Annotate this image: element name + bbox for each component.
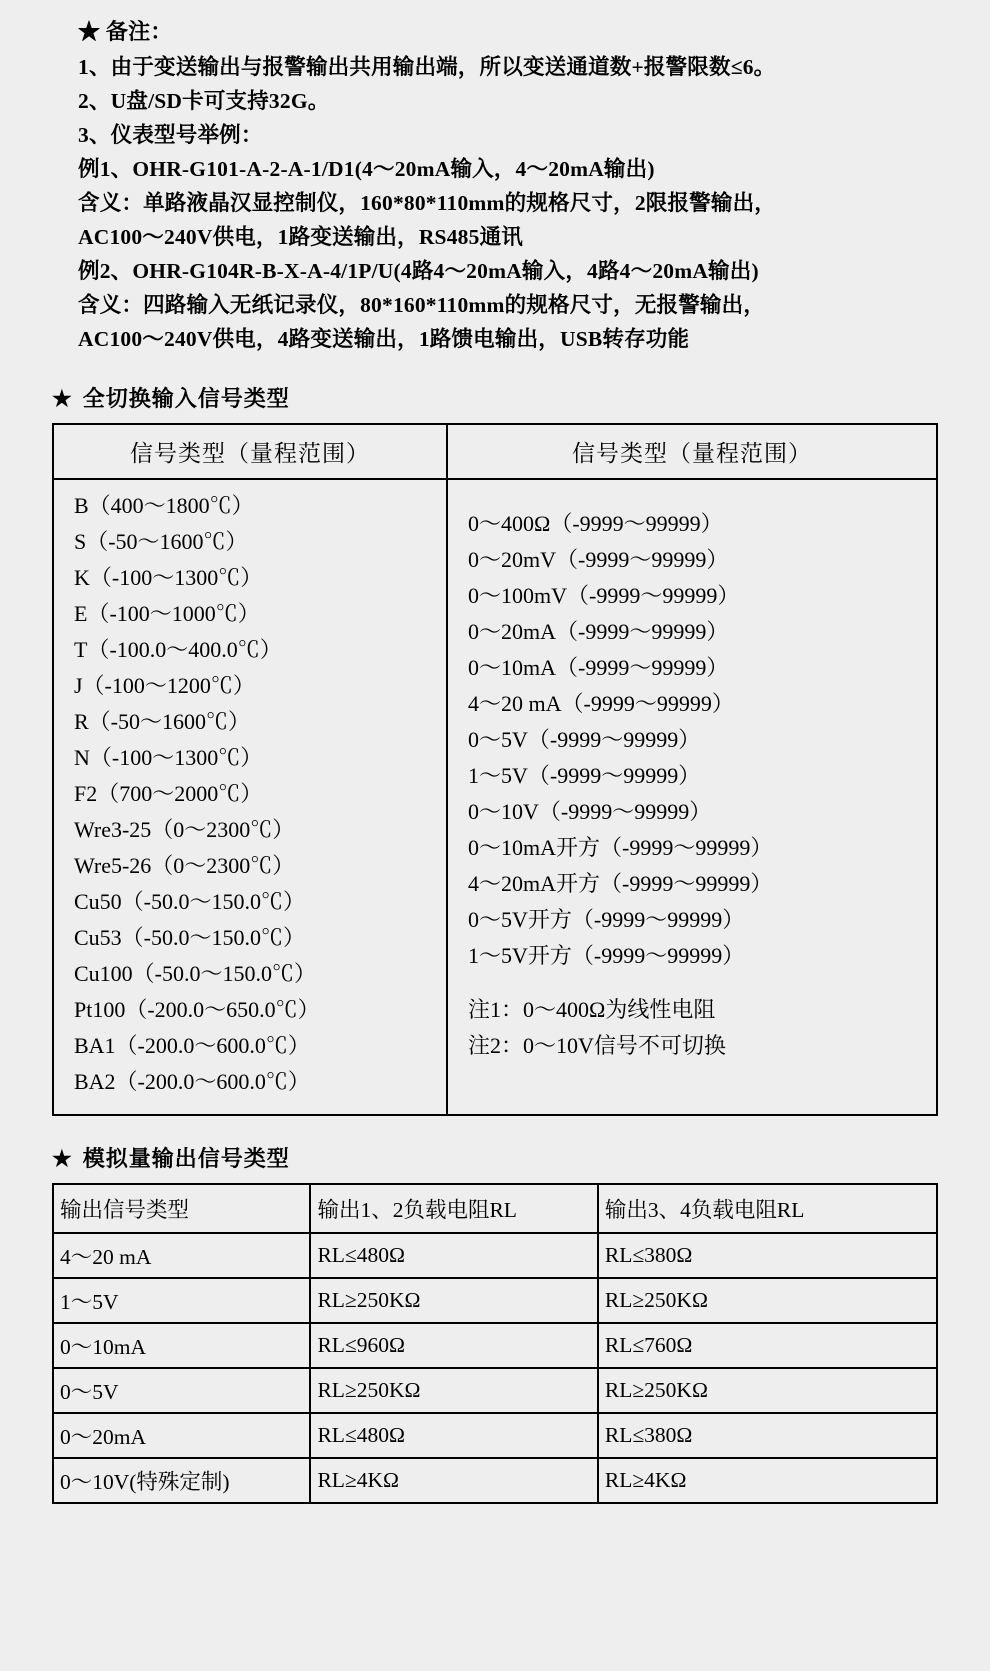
- list-item: 0～5V（-9999～99999）: [468, 727, 701, 752]
- output-rl-12: RL≤480Ω: [310, 1233, 597, 1278]
- list-item: BA2（-200.0～600.0℃）: [74, 1069, 310, 1094]
- input-signal-table: [52, 423, 938, 1116]
- table-row: [53, 1368, 937, 1413]
- table-header-row: [53, 1184, 937, 1233]
- notes-block: [0, 14, 990, 356]
- output-header-rl-12: 输出1、2负载电阻RL: [310, 1184, 597, 1233]
- input-table-right-cell: [447, 479, 937, 1115]
- list-item: 0～400Ω（-9999～99999）: [468, 511, 723, 536]
- output-type: 0～10mA: [53, 1323, 310, 1368]
- star-icon: ★: [52, 386, 73, 411]
- list-item: Cu53（-50.0～150.0℃）: [74, 925, 306, 950]
- input-section-title-text: 全切换输入信号类型: [82, 386, 290, 411]
- list-item: K（-100～1300℃）: [74, 565, 263, 590]
- output-rl-34: RL≥250KΩ: [598, 1278, 937, 1323]
- table-row: [53, 1413, 937, 1458]
- list-item: BA1（-200.0～600.0℃）: [74, 1033, 310, 1058]
- list-item: Cu50（-50.0～150.0℃）: [74, 889, 306, 914]
- output-rl-12: RL≥250KΩ: [310, 1278, 597, 1323]
- list-item: 1～5V开方（-9999～99999）: [468, 943, 745, 968]
- output-header-type: 输出信号类型: [53, 1184, 310, 1233]
- spacer: [468, 488, 936, 506]
- output-section-title-text: 模拟量输出信号类型: [82, 1146, 290, 1171]
- output-signal-table: [52, 1183, 938, 1504]
- right-note-2: 注2：0～10V信号不可切换: [468, 1033, 726, 1058]
- list-item: 4～20mA开方（-9999～99999）: [468, 871, 773, 896]
- input-table-header-left: 信号类型（量程范围）: [53, 424, 447, 479]
- output-type: 1～5V: [53, 1278, 310, 1323]
- output-rl-34: RL≥250KΩ: [598, 1368, 937, 1413]
- input-section-title: [0, 382, 990, 413]
- output-rl-34: RL≥4KΩ: [598, 1458, 937, 1503]
- output-section-title: [0, 1142, 990, 1173]
- output-type: 0～5V: [53, 1368, 310, 1413]
- output-type: 4～20 mA: [53, 1233, 310, 1278]
- list-item: 0～5V开方（-9999～99999）: [468, 907, 745, 932]
- list-item: Cu100（-50.0～150.0℃）: [74, 961, 317, 986]
- spacer: [468, 974, 936, 992]
- note-example-2-meaning-a: 含义：四路输入无纸记录仪，80*160*110mm的规格尺寸，无报警输出，: [78, 293, 766, 317]
- table-row: [53, 1458, 937, 1503]
- list-item: N（-100～1300℃）: [74, 745, 263, 770]
- list-item: 1～5V（-9999～99999）: [468, 763, 701, 788]
- left-signal-list: [54, 488, 446, 1100]
- right-notes: [448, 992, 936, 1064]
- output-rl-12: RL≥4KΩ: [310, 1458, 597, 1503]
- input-signal-table-wrap: [52, 423, 938, 1116]
- note-line-3: 3、仪表型号举例：: [78, 123, 263, 147]
- output-rl-12: RL≥250KΩ: [310, 1368, 597, 1413]
- output-rl-12: RL≤960Ω: [310, 1323, 597, 1368]
- right-note-1: 注1：0～400Ω为线性电阻: [468, 997, 716, 1022]
- notes-heading: ★ 备注：: [78, 19, 173, 44]
- input-table-left-cell: [53, 479, 447, 1115]
- note-example-2-meaning-b: AC100～240V供电，4路变送输出，1路馈电输出，USB转存功能: [78, 327, 690, 351]
- list-item: S（-50～1600℃）: [74, 529, 248, 554]
- output-signal-table-wrap: [52, 1183, 938, 1504]
- list-item: 0～10V（-9999～99999）: [468, 799, 712, 824]
- output-rl-34: RL≤380Ω: [598, 1233, 937, 1278]
- list-item: Pt100（-200.0～650.0℃）: [74, 997, 320, 1022]
- table-header-row: [53, 424, 937, 479]
- note-line-2: 2、U盘/SD卡可支持32G。: [78, 89, 330, 113]
- output-type: 0～10V(特殊定制): [53, 1458, 310, 1503]
- list-item: Wre5-26（0～2300℃）: [74, 853, 295, 878]
- table-body-row: [53, 479, 937, 1115]
- list-item: 4～20 mA（-9999～99999）: [468, 691, 734, 716]
- output-rl-34: RL≤760Ω: [598, 1323, 937, 1368]
- right-signal-list: [448, 488, 936, 992]
- list-item: T（-100.0～400.0℃）: [74, 637, 282, 662]
- note-example-1-meaning-a: 含义：单路液晶汉显控制仪，160*80*110mm的规格尺寸，2限报警输出，: [78, 191, 776, 215]
- table-row: [53, 1233, 937, 1278]
- star-icon: ★: [52, 1146, 73, 1171]
- note-example-2: 例2、OHR-G104R-B-X-A-4/1P/U(4路4～20mA输入，4路4～20mA输出): [78, 259, 759, 283]
- list-item: 0～10mA（-9999～99999）: [468, 655, 729, 680]
- list-item: 0～20mV（-9999～99999）: [468, 547, 729, 572]
- list-item: Wre3-25（0～2300℃）: [74, 817, 295, 842]
- list-item: F2（700～2000℃）: [74, 781, 263, 806]
- note-example-1: 例1、OHR-G101-A-2-A-1/D1(4～20mA输入，4～20mA输出): [78, 157, 655, 181]
- list-item: J（-100～1200℃）: [74, 673, 255, 698]
- note-example-1-meaning-b: AC100～240V供电，1路变送输出，RS485通讯: [78, 225, 523, 249]
- output-type: 0～20mA: [53, 1413, 310, 1458]
- list-item: 0～10mA开方（-9999～99999）: [468, 835, 773, 860]
- output-header-rl-34: 输出3、4负载电阻RL: [598, 1184, 937, 1233]
- input-table-header-right: 信号类型（量程范围）: [447, 424, 937, 479]
- note-line-1: 1、由于变送输出与报警输出共用输出端，所以变送通道数+报警限数≤6。: [78, 55, 776, 79]
- output-rl-12: RL≤480Ω: [310, 1413, 597, 1458]
- table-row: [53, 1278, 937, 1323]
- list-item: E（-100～1000℃）: [74, 601, 260, 626]
- output-rl-34: RL≤380Ω: [598, 1413, 937, 1458]
- list-item: 0～100mV（-9999～99999）: [468, 583, 740, 608]
- list-item: 0～20mA（-9999～99999）: [468, 619, 729, 644]
- table-row: [53, 1323, 937, 1368]
- list-item: B（400～1800℃）: [74, 493, 254, 518]
- list-item: R（-50～1600℃）: [74, 709, 251, 734]
